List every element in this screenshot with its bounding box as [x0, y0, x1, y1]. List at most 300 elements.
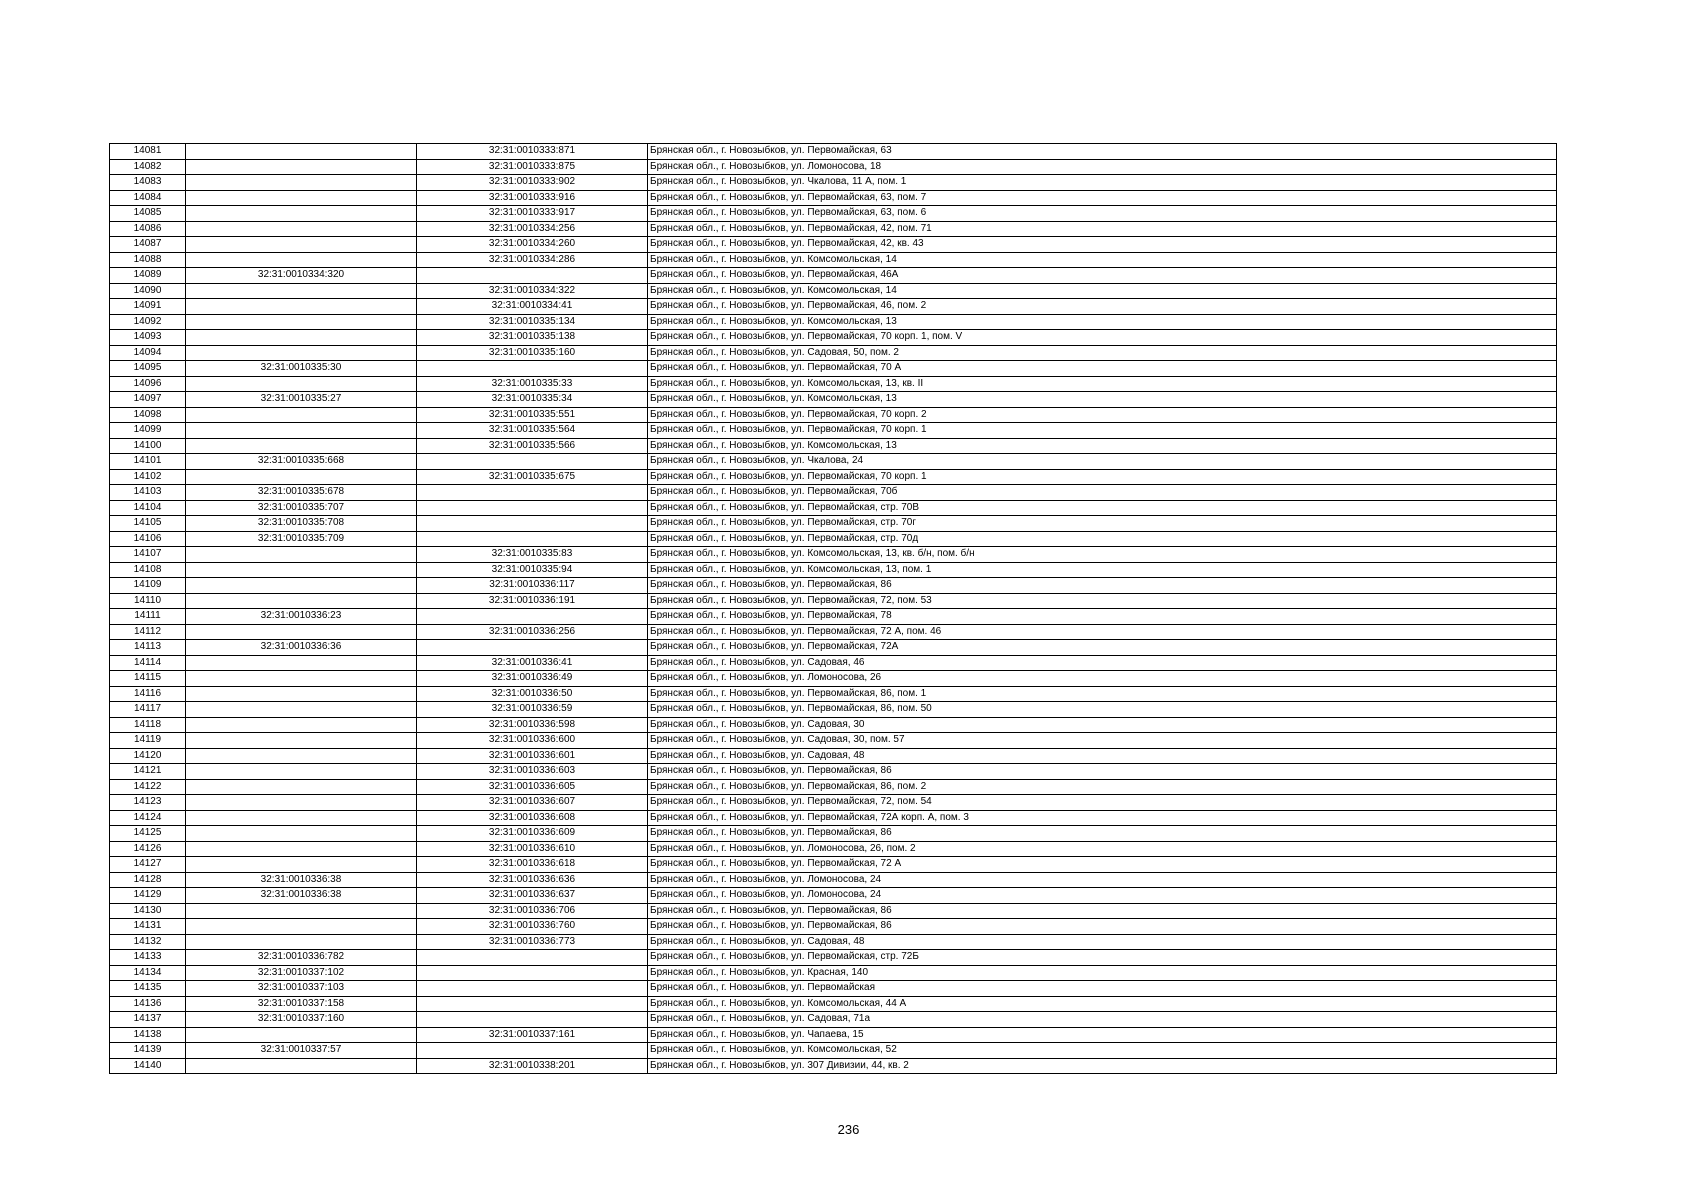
cell-building-cadastral-number: 32:31:0010333:916	[417, 190, 648, 206]
cell-row-number: 14126	[110, 841, 186, 857]
cell-address: Брянская обл., г. Новозыбков, ул. Первомайская, 72, пом. 53	[648, 593, 1557, 609]
cell-address: Брянская обл., г. Новозыбков, ул. Первомайская, 70 корп. 1, пом. V	[648, 330, 1557, 346]
cell-address: Брянская обл., г. Новозыбков, ул. Чкалова, 11 А, пом. 1	[648, 175, 1557, 191]
cell-building-cadastral-number: 32:31:0010336:706	[417, 903, 648, 919]
cell-row-number: 14100	[110, 438, 186, 454]
cell-address: Брянская обл., г. Новозыбков, ул. Первомайская, 72, пом. 54	[648, 795, 1557, 811]
cell-address: Брянская обл., г. Новозыбков, ул. Чкалова, 24	[648, 454, 1557, 470]
cell-row-number: 14136	[110, 996, 186, 1012]
table-row	[110, 1027, 1557, 1043]
cell-building-cadastral-number: 32:31:0010336:49	[417, 671, 648, 687]
cell-land-cadastral-number: 32:31:0010337:103	[186, 981, 417, 997]
cell-land-cadastral-number	[186, 299, 417, 315]
cell-row-number: 14108	[110, 562, 186, 578]
cell-land-cadastral-number	[186, 795, 417, 811]
table-row	[110, 330, 1557, 346]
cell-address: Брянская обл., г. Новозыбков, ул. Ломоносова, 18	[648, 159, 1557, 175]
cell-land-cadastral-number	[186, 562, 417, 578]
table-row	[110, 206, 1557, 222]
cell-land-cadastral-number: 32:31:0010335:30	[186, 361, 417, 377]
cell-land-cadastral-number: 32:31:0010335:708	[186, 516, 417, 532]
cell-row-number: 14087	[110, 237, 186, 253]
cell-land-cadastral-number	[186, 190, 417, 206]
cell-land-cadastral-number	[186, 345, 417, 361]
cell-address: Брянская обл., г. Новозыбков, ул. Первомайская, 86, пом. 1	[648, 686, 1557, 702]
cell-building-cadastral-number: 32:31:0010335:566	[417, 438, 648, 454]
table-row	[110, 454, 1557, 470]
table-row	[110, 376, 1557, 392]
cell-building-cadastral-number: 32:31:0010334:260	[417, 237, 648, 253]
table-row	[110, 345, 1557, 361]
cell-row-number: 14140	[110, 1058, 186, 1074]
cell-building-cadastral-number: 32:31:0010336:191	[417, 593, 648, 609]
cell-address: Брянская обл., г. Новозыбков, ул. Ломоносова, 26	[648, 671, 1557, 687]
cell-land-cadastral-number: 32:31:0010335:709	[186, 531, 417, 547]
cell-address: Брянская обл., г. Новозыбков, ул. Первомайская, 70 А	[648, 361, 1557, 377]
table-body	[110, 144, 1557, 1074]
cell-building-cadastral-number: 32:31:0010335:94	[417, 562, 648, 578]
cell-row-number: 14103	[110, 485, 186, 501]
cell-address: Брянская обл., г. Новозыбков, ул. Первомайская, 63, пом. 6	[648, 206, 1557, 222]
cell-building-cadastral-number	[417, 1012, 648, 1028]
cell-land-cadastral-number: 32:31:0010334:320	[186, 268, 417, 284]
cell-building-cadastral-number: 32:31:0010335:83	[417, 547, 648, 563]
cell-row-number: 14109	[110, 578, 186, 594]
cell-land-cadastral-number	[186, 810, 417, 826]
cell-land-cadastral-number: 32:31:0010335:678	[186, 485, 417, 501]
cell-address: Брянская обл., г. Новозыбков, ул. Комсомольская, 14	[648, 283, 1557, 299]
table-row	[110, 609, 1557, 625]
table-row	[110, 299, 1557, 315]
table-row	[110, 640, 1557, 656]
cell-address: Брянская обл., г. Новозыбков, ул. Первомайская, 63, пом. 7	[648, 190, 1557, 206]
table-row	[110, 438, 1557, 454]
cell-land-cadastral-number	[186, 407, 417, 423]
cell-address: Брянская обл., г. Новозыбков, ул. Первомайская, 86	[648, 764, 1557, 780]
table-row	[110, 221, 1557, 237]
cell-building-cadastral-number: 32:31:0010333:871	[417, 144, 648, 160]
cell-address: Брянская обл., г. Новозыбков, ул. Первомайская, 46А	[648, 268, 1557, 284]
cell-building-cadastral-number	[417, 531, 648, 547]
cell-row-number: 14122	[110, 779, 186, 795]
cell-land-cadastral-number	[186, 159, 417, 175]
cell-land-cadastral-number	[186, 547, 417, 563]
cell-building-cadastral-number: 32:31:0010337:161	[417, 1027, 648, 1043]
cell-row-number: 14128	[110, 872, 186, 888]
table-row	[110, 810, 1557, 826]
cell-land-cadastral-number	[186, 671, 417, 687]
cell-land-cadastral-number	[186, 221, 417, 237]
cell-building-cadastral-number: 32:31:0010336:608	[417, 810, 648, 826]
cell-land-cadastral-number	[186, 578, 417, 594]
cell-row-number: 14133	[110, 950, 186, 966]
table-row	[110, 361, 1557, 377]
cell-row-number: 14099	[110, 423, 186, 439]
cell-land-cadastral-number	[186, 469, 417, 485]
cell-row-number: 14124	[110, 810, 186, 826]
cell-building-cadastral-number: 32:31:0010333:902	[417, 175, 648, 191]
table-row	[110, 919, 1557, 935]
cell-row-number: 14113	[110, 640, 186, 656]
table-row	[110, 950, 1557, 966]
cell-building-cadastral-number: 32:31:0010336:50	[417, 686, 648, 702]
cell-address: Брянская обл., г. Новозыбков, ул. Красная, 140	[648, 965, 1557, 981]
cell-address: Брянская обл., г. Новозыбков, ул. Садовая, 50, пом. 2	[648, 345, 1557, 361]
cell-row-number: 14106	[110, 531, 186, 547]
table-row	[110, 748, 1557, 764]
cell-land-cadastral-number	[186, 438, 417, 454]
cell-land-cadastral-number	[186, 934, 417, 950]
cell-row-number: 14089	[110, 268, 186, 284]
cell-land-cadastral-number: 32:31:0010337:102	[186, 965, 417, 981]
table-row	[110, 268, 1557, 284]
table-row	[110, 872, 1557, 888]
table-row	[110, 826, 1557, 842]
cell-building-cadastral-number: 32:31:0010335:134	[417, 314, 648, 330]
cell-address: Брянская обл., г. Новозыбков, ул. Комсомольская, 13	[648, 392, 1557, 408]
cell-row-number: 14085	[110, 206, 186, 222]
cell-land-cadastral-number	[186, 702, 417, 718]
cell-row-number: 14107	[110, 547, 186, 563]
cell-land-cadastral-number	[186, 655, 417, 671]
cell-building-cadastral-number	[417, 996, 648, 1012]
cadastral-table	[109, 143, 1557, 1074]
cell-row-number: 14086	[110, 221, 186, 237]
cell-row-number: 14081	[110, 144, 186, 160]
cell-address: Брянская обл., г. Новозыбков, ул. Садовая, 30	[648, 717, 1557, 733]
cell-building-cadastral-number	[417, 965, 648, 981]
cell-row-number: 14110	[110, 593, 186, 609]
table-row	[110, 593, 1557, 609]
table-row	[110, 175, 1557, 191]
cell-address: Брянская обл., г. Новозыбков, ул. Первомайская, 70 корп. 1	[648, 469, 1557, 485]
cell-row-number: 14118	[110, 717, 186, 733]
page-number: 236	[837, 1122, 860, 1137]
cell-building-cadastral-number: 32:31:0010333:875	[417, 159, 648, 175]
cell-land-cadastral-number	[186, 283, 417, 299]
cell-row-number: 14132	[110, 934, 186, 950]
cell-address: Брянская обл., г. Новозыбков, ул. Первомайская, 72 А, пом. 46	[648, 624, 1557, 640]
cell-address: Брянская обл., г. Новозыбков, ул. Первомайская, 42, кв. 43	[648, 237, 1557, 253]
cell-address: Брянская обл., г. Новозыбков, ул. Первомайская, 86	[648, 919, 1557, 935]
cell-row-number: 14090	[110, 283, 186, 299]
table-row	[110, 485, 1557, 501]
cell-row-number: 14102	[110, 469, 186, 485]
table-row	[110, 841, 1557, 857]
table-row	[110, 702, 1557, 718]
cell-address: Брянская обл., г. Новозыбков, ул. Первомайская, 63	[648, 144, 1557, 160]
cell-land-cadastral-number	[186, 423, 417, 439]
cell-land-cadastral-number: 32:31:0010336:782	[186, 950, 417, 966]
cell-address: Брянская обл., г. Новозыбков, ул. Первомайская, 46, пом. 2	[648, 299, 1557, 315]
cell-row-number: 14088	[110, 252, 186, 268]
cell-address: Брянская обл., г. Новозыбков, ул. Комсомольская, 13, кв. II	[648, 376, 1557, 392]
table-row	[110, 423, 1557, 439]
table-row	[110, 779, 1557, 795]
cell-row-number: 14120	[110, 748, 186, 764]
cell-building-cadastral-number: 32:31:0010336:607	[417, 795, 648, 811]
table-row	[110, 252, 1557, 268]
cell-row-number: 14123	[110, 795, 186, 811]
table-row	[110, 1058, 1557, 1074]
cell-land-cadastral-number: 32:31:0010335:27	[186, 392, 417, 408]
table-row	[110, 888, 1557, 904]
cell-land-cadastral-number	[186, 175, 417, 191]
cell-building-cadastral-number	[417, 609, 648, 625]
cell-row-number: 14091	[110, 299, 186, 315]
cell-row-number: 14114	[110, 655, 186, 671]
cell-land-cadastral-number	[186, 237, 417, 253]
table-row	[110, 314, 1557, 330]
cell-land-cadastral-number	[186, 1027, 417, 1043]
cell-land-cadastral-number	[186, 826, 417, 842]
cell-land-cadastral-number	[186, 330, 417, 346]
cell-address: Брянская обл., г. Новозыбков, ул. Первомайская, 70б	[648, 485, 1557, 501]
table-row	[110, 392, 1557, 408]
cell-building-cadastral-number: 32:31:0010335:34	[417, 392, 648, 408]
cell-row-number: 14134	[110, 965, 186, 981]
cell-land-cadastral-number: 32:31:0010336:23	[186, 609, 417, 625]
cell-land-cadastral-number	[186, 717, 417, 733]
cell-address: Брянская обл., г. Новозыбков, ул. Садовая, 48	[648, 748, 1557, 764]
cell-address: Брянская обл., г. Новозыбков, ул. Первомайская, стр. 70г	[648, 516, 1557, 532]
cell-building-cadastral-number: 32:31:0010336:637	[417, 888, 648, 904]
cell-building-cadastral-number: 32:31:0010336:760	[417, 919, 648, 935]
cell-address: Брянская обл., г. Новозыбков, ул. Комсомольская, 13	[648, 438, 1557, 454]
table-row	[110, 562, 1557, 578]
cell-building-cadastral-number	[417, 640, 648, 656]
cell-building-cadastral-number: 32:31:0010336:618	[417, 857, 648, 873]
table-row	[110, 283, 1557, 299]
cell-address: Брянская обл., г. Новозыбков, ул. Первомайская	[648, 981, 1557, 997]
cell-building-cadastral-number	[417, 454, 648, 470]
cell-building-cadastral-number	[417, 950, 648, 966]
cell-row-number: 14127	[110, 857, 186, 873]
cell-land-cadastral-number	[186, 1058, 417, 1074]
cell-address: Брянская обл., г. Новозыбков, ул. Первомайская, 78	[648, 609, 1557, 625]
table-row	[110, 516, 1557, 532]
cell-building-cadastral-number	[417, 516, 648, 532]
cell-building-cadastral-number: 32:31:0010335:33	[417, 376, 648, 392]
cell-land-cadastral-number	[186, 841, 417, 857]
cell-building-cadastral-number: 32:31:0010335:675	[417, 469, 648, 485]
cell-address: Брянская обл., г. Новозыбков, ул. Первомайская, 70 корп. 2	[648, 407, 1557, 423]
table-row	[110, 190, 1557, 206]
cell-building-cadastral-number: 32:31:0010336:600	[417, 733, 648, 749]
cell-building-cadastral-number	[417, 485, 648, 501]
cell-address: Брянская обл., г. Новозыбков, ул. Садовая, 71а	[648, 1012, 1557, 1028]
table-row	[110, 764, 1557, 780]
cell-address: Брянская обл., г. Новозыбков, ул. Первомайская, 72А корп. А, пом. 3	[648, 810, 1557, 826]
cell-row-number: 14105	[110, 516, 186, 532]
cell-row-number: 14084	[110, 190, 186, 206]
cell-row-number: 14093	[110, 330, 186, 346]
cell-building-cadastral-number: 32:31:0010333:917	[417, 206, 648, 222]
table-row	[110, 531, 1557, 547]
cell-building-cadastral-number: 32:31:0010335:551	[417, 407, 648, 423]
cell-address: Брянская обл., г. Новозыбков, ул. Ломоносова, 26, пом. 2	[648, 841, 1557, 857]
cell-address: Брянская обл., г. Новозыбков, ул. Первомайская, стр. 70д	[648, 531, 1557, 547]
cell-row-number: 14117	[110, 702, 186, 718]
cell-address: Брянская обл., г. Новозыбков, ул. Комсомольская, 52	[648, 1043, 1557, 1059]
cell-row-number: 14129	[110, 888, 186, 904]
cell-address: Брянская обл., г. Новозыбков, ул. Комсомольская, 13, пом. 1	[648, 562, 1557, 578]
cell-land-cadastral-number: 32:31:0010336:38	[186, 872, 417, 888]
cell-land-cadastral-number	[186, 624, 417, 640]
cell-address: Брянская обл., г. Новозыбков, ул. Чапаева, 15	[648, 1027, 1557, 1043]
cell-land-cadastral-number	[186, 376, 417, 392]
cell-building-cadastral-number: 32:31:0010334:256	[417, 221, 648, 237]
cell-row-number: 14112	[110, 624, 186, 640]
cell-address: Брянская обл., г. Новозыбков, ул. Первомайская, 86	[648, 903, 1557, 919]
cell-address: Брянская обл., г. Новозыбков, ул. 307 Дивизии, 44, кв. 2	[648, 1058, 1557, 1074]
table-row	[110, 237, 1557, 253]
cell-row-number: 14130	[110, 903, 186, 919]
table-row	[110, 624, 1557, 640]
cell-land-cadastral-number	[186, 686, 417, 702]
cell-land-cadastral-number	[186, 857, 417, 873]
cell-land-cadastral-number	[186, 144, 417, 160]
cell-address: Брянская обл., г. Новозыбков, ул. Первомайская, стр. 72Б	[648, 950, 1557, 966]
cell-row-number: 14131	[110, 919, 186, 935]
cell-building-cadastral-number	[417, 361, 648, 377]
cell-building-cadastral-number	[417, 268, 648, 284]
cell-building-cadastral-number: 32:31:0010336:609	[417, 826, 648, 842]
cell-building-cadastral-number: 32:31:0010336:610	[417, 841, 648, 857]
cell-address: Брянская обл., г. Новозыбков, ул. Комсомольская, 13	[648, 314, 1557, 330]
table-row	[110, 407, 1557, 423]
cell-land-cadastral-number: 32:31:0010337:158	[186, 996, 417, 1012]
cell-row-number: 14082	[110, 159, 186, 175]
cell-building-cadastral-number	[417, 500, 648, 516]
cell-building-cadastral-number: 32:31:0010335:160	[417, 345, 648, 361]
table-row	[110, 857, 1557, 873]
cell-row-number: 14138	[110, 1027, 186, 1043]
cell-building-cadastral-number: 32:31:0010336:117	[417, 578, 648, 594]
cell-address: Брянская обл., г. Новозыбков, ул. Комсомольская, 14	[648, 252, 1557, 268]
table-row	[110, 996, 1557, 1012]
cell-land-cadastral-number	[186, 903, 417, 919]
cell-address: Брянская обл., г. Новозыбков, ул. Садовая, 30, пом. 57	[648, 733, 1557, 749]
cell-address: Брянская обл., г. Новозыбков, ул. Садовая, 48	[648, 934, 1557, 950]
cell-land-cadastral-number: 32:31:0010337:57	[186, 1043, 417, 1059]
cell-row-number: 14104	[110, 500, 186, 516]
cell-building-cadastral-number: 32:31:0010334:322	[417, 283, 648, 299]
cell-land-cadastral-number: 32:31:0010337:160	[186, 1012, 417, 1028]
cell-address: Брянская обл., г. Новозыбков, ул. Первомайская, 70 корп. 1	[648, 423, 1557, 439]
cell-building-cadastral-number: 32:31:0010336:603	[417, 764, 648, 780]
cell-land-cadastral-number: 32:31:0010335:668	[186, 454, 417, 470]
cell-row-number: 14098	[110, 407, 186, 423]
table-row	[110, 795, 1557, 811]
cell-building-cadastral-number: 32:31:0010338:201	[417, 1058, 648, 1074]
cell-building-cadastral-number: 32:31:0010336:256	[417, 624, 648, 640]
cell-row-number: 14101	[110, 454, 186, 470]
cell-building-cadastral-number	[417, 1043, 648, 1059]
table-row	[110, 547, 1557, 563]
cell-row-number: 14111	[110, 609, 186, 625]
cell-row-number: 14092	[110, 314, 186, 330]
cell-row-number: 14095	[110, 361, 186, 377]
table-row	[110, 500, 1557, 516]
cell-land-cadastral-number	[186, 733, 417, 749]
table-row	[110, 965, 1557, 981]
cell-building-cadastral-number: 32:31:0010334:41	[417, 299, 648, 315]
table-row	[110, 469, 1557, 485]
table-row	[110, 655, 1557, 671]
cell-address: Брянская обл., г. Новозыбков, ул. Комсомольская, 13, кв. б/н, пом. б/н	[648, 547, 1557, 563]
cell-land-cadastral-number: 32:31:0010336:36	[186, 640, 417, 656]
cell-building-cadastral-number: 32:31:0010334:286	[417, 252, 648, 268]
cell-row-number: 14115	[110, 671, 186, 687]
cell-land-cadastral-number	[186, 593, 417, 609]
cell-land-cadastral-number	[186, 748, 417, 764]
cell-address: Брянская обл., г. Новозыбков, ул. Первомайская, 86, пом. 50	[648, 702, 1557, 718]
table-row	[110, 1043, 1557, 1059]
cell-land-cadastral-number	[186, 779, 417, 795]
cell-land-cadastral-number	[186, 764, 417, 780]
table-row	[110, 578, 1557, 594]
table-row	[110, 981, 1557, 997]
cell-row-number: 14139	[110, 1043, 186, 1059]
cell-land-cadastral-number	[186, 206, 417, 222]
cell-address: Брянская обл., г. Новозыбков, ул. Комсомольская, 44 А	[648, 996, 1557, 1012]
cell-row-number: 14116	[110, 686, 186, 702]
cell-address: Брянская обл., г. Новозыбков, ул. Первомайская, 42, пом. 71	[648, 221, 1557, 237]
table-row	[110, 671, 1557, 687]
cell-building-cadastral-number: 32:31:0010336:601	[417, 748, 648, 764]
cell-address: Брянская обл., г. Новозыбков, ул. Первомайская, стр. 70В	[648, 500, 1557, 516]
cell-building-cadastral-number: 32:31:0010336:598	[417, 717, 648, 733]
cell-address: Брянская обл., г. Новозыбков, ул. Первомайская, 72 А	[648, 857, 1557, 873]
cell-building-cadastral-number: 32:31:0010336:636	[417, 872, 648, 888]
cell-address: Брянская обл., г. Новозыбков, ул. Ломоносова, 24	[648, 872, 1557, 888]
cell-building-cadastral-number: 32:31:0010336:605	[417, 779, 648, 795]
cell-address: Брянская обл., г. Новозыбков, ул. Первомайская, 86	[648, 826, 1557, 842]
cell-row-number: 14097	[110, 392, 186, 408]
table-row	[110, 144, 1557, 160]
cell-building-cadastral-number: 32:31:0010335:138	[417, 330, 648, 346]
cell-land-cadastral-number	[186, 919, 417, 935]
table-row	[110, 934, 1557, 950]
cell-address: Брянская обл., г. Новозыбков, ул. Садовая, 46	[648, 655, 1557, 671]
cell-row-number: 14119	[110, 733, 186, 749]
table-row	[110, 733, 1557, 749]
cell-address: Брянская обл., г. Новозыбков, ул. Первомайская, 72А	[648, 640, 1557, 656]
cell-address: Брянская обл., г. Новозыбков, ул. Первомайская, 86, пом. 2	[648, 779, 1557, 795]
cell-address: Брянская обл., г. Новозыбков, ул. Ломоносова, 24	[648, 888, 1557, 904]
cell-row-number: 14094	[110, 345, 186, 361]
cell-row-number: 14125	[110, 826, 186, 842]
cell-building-cadastral-number: 32:31:0010335:564	[417, 423, 648, 439]
cell-land-cadastral-number	[186, 314, 417, 330]
table-row	[110, 1012, 1557, 1028]
cell-row-number: 14137	[110, 1012, 186, 1028]
cell-row-number: 14121	[110, 764, 186, 780]
cell-building-cadastral-number: 32:31:0010336:41	[417, 655, 648, 671]
table-row	[110, 903, 1557, 919]
table-row	[110, 686, 1557, 702]
cell-land-cadastral-number: 32:31:0010336:38	[186, 888, 417, 904]
cell-row-number: 14083	[110, 175, 186, 191]
cell-row-number: 14135	[110, 981, 186, 997]
cell-land-cadastral-number	[186, 252, 417, 268]
cell-building-cadastral-number: 32:31:0010336:773	[417, 934, 648, 950]
table-row	[110, 717, 1557, 733]
cell-address: Брянская обл., г. Новозыбков, ул. Первомайская, 86	[648, 578, 1557, 594]
cell-building-cadastral-number: 32:31:0010336:59	[417, 702, 648, 718]
cell-land-cadastral-number: 32:31:0010335:707	[186, 500, 417, 516]
